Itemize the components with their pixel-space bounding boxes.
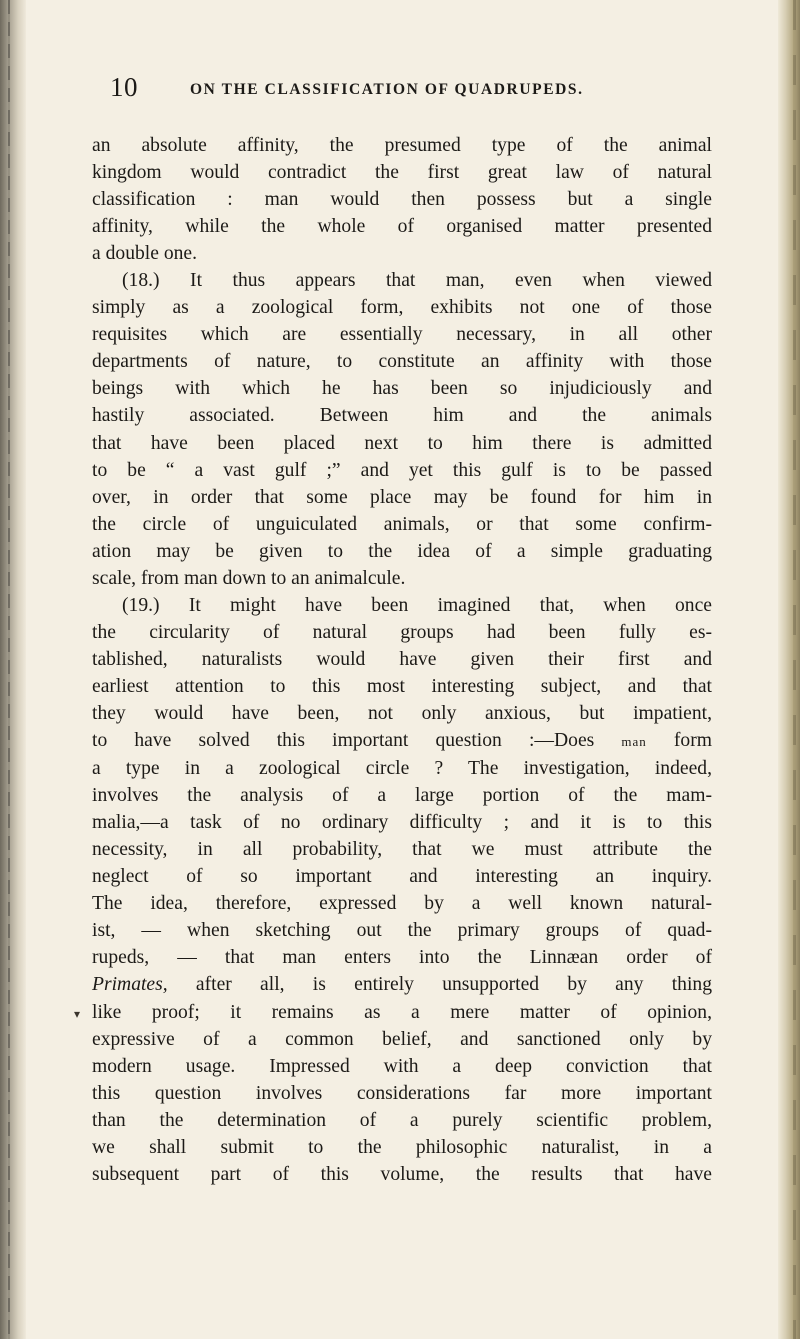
text-line: rupeds, — that man enters into the Linnæan order of bbox=[92, 947, 712, 969]
text-line: this question involves considerations far more important bbox=[92, 1082, 712, 1104]
text-fragment: to have solved this important question :—Does bbox=[92, 730, 595, 752]
text-line: simply as a zoological form, exhibits not one of those bbox=[92, 297, 712, 319]
book-page bbox=[92, 72, 712, 1188]
book-binding-edge bbox=[0, 0, 26, 1339]
text-line: affinity, while the whole of organised matter presented bbox=[92, 216, 712, 238]
text-line: we shall submit to the philosophic naturalist, in a bbox=[92, 1136, 712, 1158]
text-line: classification : man would then possess but a single bbox=[92, 189, 712, 211]
text-line: subsequent part of this volume, the results that have bbox=[92, 1163, 712, 1185]
text-line: over, in order that some place may be found for him in bbox=[92, 486, 712, 508]
text-line: neglect of so important and interesting an inquiry. bbox=[92, 866, 712, 888]
italic-word: Primates, bbox=[92, 974, 168, 996]
text-line: like proof; it remains as a mere matter of opinion, bbox=[92, 1001, 712, 1023]
text-fragment: form bbox=[673, 730, 712, 752]
text-line: malia,—a task of no ordinary difficulty ; and it is to this bbox=[92, 812, 712, 834]
text-line: hastily associated. Between him and the animals bbox=[92, 405, 712, 427]
paragraph-18-start: (18.) It thus appears that man, even when viewed bbox=[122, 270, 712, 292]
page-number: 10 bbox=[110, 72, 138, 102]
text-line: to be “ a vast gulf ;” and yet this gulf is to be passed bbox=[92, 459, 712, 481]
text-line: a double one. bbox=[92, 243, 198, 265]
text-line: an absolute affinity, the presumed type of the animal bbox=[92, 135, 712, 156]
text-line: than the determination of a purely scientific problem, bbox=[92, 1109, 712, 1131]
text-line: expressive of a common belief, and sanctioned only by bbox=[92, 1028, 712, 1050]
margin-mark: ▾ bbox=[74, 1007, 81, 1021]
text-fragment: after all, is entirely unsupported by any thing bbox=[195, 974, 712, 996]
text-line: involves the analysis of a large portion of the mam- bbox=[92, 785, 712, 807]
body-text bbox=[92, 132, 712, 1188]
text-line: ation may be given to the idea of a simple graduating bbox=[92, 540, 712, 562]
text-line: modern usage. Impressed with a deep conviction that bbox=[92, 1055, 712, 1077]
paragraph-19-start: (19.) It might have been imagined that, when once bbox=[122, 594, 712, 616]
text-line: the circularity of natural groups had been fully es- bbox=[92, 621, 712, 643]
text-line: ist, — when sketching out the primary groups of quad- bbox=[92, 920, 712, 942]
text-line: The idea, therefore, expressed by a well known natural- bbox=[92, 893, 712, 915]
page-header bbox=[92, 72, 712, 116]
page-fore-edge bbox=[778, 0, 800, 1339]
text-line: a type in a zoological circle ? The investigation, indeed, bbox=[92, 758, 712, 780]
text-line: that have been placed next to him there is admitted bbox=[92, 432, 712, 454]
text-line-with-italic bbox=[92, 971, 712, 998]
small-caps-word: man bbox=[621, 734, 647, 750]
text-line: tablished, naturalists would have given their first and bbox=[92, 648, 712, 670]
text-line: requisites which are essentially necessary, in all other bbox=[92, 324, 712, 346]
text-line: necessity, in all probability, that we must attribute the bbox=[92, 839, 712, 861]
text-line: kingdom would contradict the first great law of natural bbox=[92, 162, 712, 184]
running-head: ON THE CLASSIFICATION OF QUADRUPEDS. bbox=[190, 81, 584, 98]
text-line: the circle of unguiculated animals, or that some confirm- bbox=[92, 513, 712, 535]
text-line: earliest attention to this most interesting subject, and that bbox=[92, 675, 712, 697]
text-line: they would have been, not only anxious, but impatient, bbox=[92, 702, 712, 724]
text-line: beings with which he has been so injudiciously and bbox=[92, 378, 712, 400]
text-line-with-small-caps bbox=[92, 727, 712, 755]
text-line: departments of nature, to constitute an affinity with those bbox=[92, 351, 712, 373]
text-line: scale, from man down to an animalcule. bbox=[92, 567, 406, 589]
